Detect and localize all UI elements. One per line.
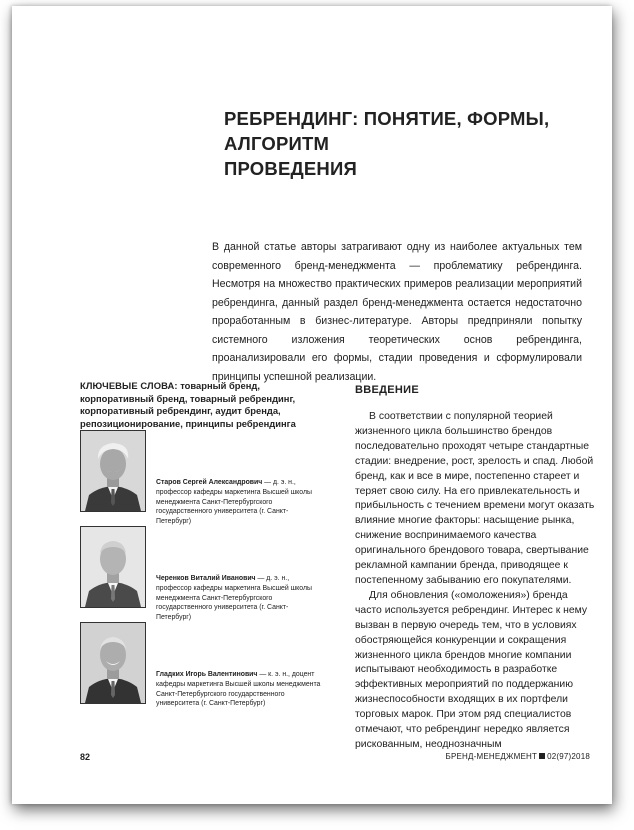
- article-abstract: В данной статье авторы затрагивают одну из наиболее актуальных тем современного бренд-менеджмента — проблематику ребрендинга. Несмотря на множество практических примеров реализации мероприятий ребрендинга, данный раздел бренд-менеджмента остается недостаточно проработанным в бизнес-литературе. Авторы предприняли попытку системного изложения теоретических основ ребрендинга, проанализировали его формы, стадии проведения и сформулировали принципы успешной реализации.: [212, 241, 582, 383]
- body-text: [355, 410, 595, 753]
- page-number: 82: [80, 752, 91, 762]
- journal-page: [12, 6, 612, 804]
- author-info: — д. э. н., профессор кафедры маркетинга Высшей школы менеджмента Санкт-Петербургского государственного университета (г. Санкт-Петербург): [156, 479, 312, 526]
- author-info: — к. э. н., доцент кафедры маркетинга Высшей школы менеджмента Санкт-Петербургского государственного университета (г. Санкт-Петербург): [156, 671, 321, 708]
- author-bio: [156, 478, 321, 527]
- author-photo: [80, 622, 146, 704]
- issue-number: 02(97)2018: [547, 752, 590, 761]
- article-title: РЕБРЕНДИНГ: ПОНЯТИЕ, ФОРМЫ, АЛГОРИТМ ПРОВЕДЕНИЯ: [224, 108, 550, 179]
- author-name: Старов Сергей Александрович: [156, 479, 263, 486]
- running-footer: [446, 752, 591, 761]
- paragraph: В соответствии с популярной теорией жизненного цикла большинство брендов последовательно проходят четыре стандартные стадии: внедрение, рост, зрелость и спад. Любой бренд, как и все в мире, постепенно стареет и теряет свою силу. На его привлекательность и прибыльность с течением времени могут оказать влияние многие факторы: насыщение рынка, снижение воспринимаемого качества оригинального брендового товара, свертывание рекламной кампании бренда, приводящее к постепенному забыванию его покупателями.: [355, 411, 595, 586]
- author-bio: [156, 574, 321, 623]
- author-name: Гладких Игорь Валентинович: [156, 671, 258, 678]
- keywords-text: товарный бренд, корпоративный бренд, товарный ребрендинг, корпоративный ребрендинг, аудит бренда, репозиционирование, принципы ребрендинга: [80, 380, 296, 429]
- square-separator-icon: [539, 753, 545, 759]
- section-heading: ВВЕДЕНИЕ: [355, 384, 419, 396]
- author-name: Черенков Виталий Иванович: [156, 575, 256, 582]
- author-info: — д. э. н., профессор кафедры маркетинга Высшей школы менеджмента Санкт-Петербургского государственного университета (г. Санкт-Петербург): [156, 575, 312, 622]
- author-photo: [80, 526, 146, 608]
- paragraph: Для обновления («омоложения») бренда часто используется ребрендинг. Интерес к нему вызван в первую очередь тем, что в условиях обостряющейся конкуренции и сокращения жизненного цикла брендов многие компании испытывают необходимость в разработке эффективных мероприятий по поддержанию жизнеспособности входящих в их портфели торговых марок. При этом ряд специалистов отмечают, что ребрендинг нередко является рискованным, неоднозначным: [355, 589, 588, 750]
- author-bio: [156, 670, 321, 709]
- author-photo: [80, 430, 146, 512]
- keywords-label: КЛЮЧЕВЫЕ СЛОВА:: [80, 380, 178, 391]
- magazine-name: БРЕНД-МЕНЕДЖМЕНТ: [445, 752, 538, 761]
- keywords-block: [80, 380, 325, 430]
